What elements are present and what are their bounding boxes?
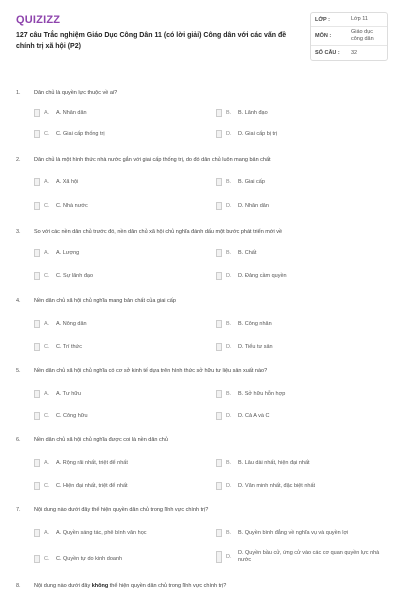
option-text: B. Sở hữu hỗn hợp <box>238 390 286 397</box>
question-header <box>16 298 386 304</box>
option-text: A. Nông dân <box>56 320 87 327</box>
option-c[interactable] <box>34 130 202 138</box>
option-box <box>216 320 222 328</box>
option-box <box>34 249 40 257</box>
question-number: 4. <box>16 298 21 304</box>
option-letter: B. <box>226 179 232 185</box>
question-header <box>16 368 386 374</box>
option-c[interactable] <box>34 272 202 280</box>
option-box <box>216 459 222 467</box>
option-d[interactable] <box>216 550 384 564</box>
option-box <box>34 109 40 117</box>
option-a[interactable] <box>34 459 202 467</box>
option-letter: D. <box>226 554 232 560</box>
option-box <box>216 412 222 420</box>
option-b[interactable] <box>216 178 384 186</box>
option-text: B. Công nhân <box>238 320 272 327</box>
option-a[interactable] <box>34 529 202 537</box>
option-text: B. Lãnh đạo <box>238 109 268 116</box>
option-box <box>216 529 222 537</box>
option-d[interactable] <box>216 130 384 138</box>
option-letter: B. <box>226 321 232 327</box>
question-1 <box>16 90 386 96</box>
option-c[interactable] <box>34 555 202 563</box>
info-value: Lớp 11 <box>351 16 368 22</box>
option-letter: A. <box>44 179 50 185</box>
option-text: C. Giai cấp thống trị <box>56 130 105 137</box>
info-row-count <box>311 46 387 60</box>
option-letter: B. <box>226 250 232 256</box>
option-letter: D. <box>226 483 232 489</box>
option-box <box>216 482 222 490</box>
option-letter: D. <box>226 273 232 279</box>
document-header <box>0 0 400 80</box>
option-box <box>216 551 222 563</box>
option-text: B. Chất <box>238 249 257 256</box>
option-b[interactable] <box>216 529 384 537</box>
option-text: B. Lâu dài nhất, hiện đại nhất <box>238 459 310 466</box>
question-7 <box>16 507 386 513</box>
option-b[interactable] <box>216 249 384 257</box>
option-box <box>34 555 40 563</box>
option-letter: D. <box>226 413 232 419</box>
question-header <box>16 583 386 589</box>
option-box <box>216 272 222 280</box>
option-b[interactable] <box>216 390 384 398</box>
question-header <box>16 507 386 513</box>
question-number: 8. <box>16 583 21 589</box>
option-box <box>34 412 40 420</box>
info-row-subject <box>311 27 387 46</box>
option-letter: A. <box>44 110 50 116</box>
question-text: Nền dân chủ xã hội chủ nghĩa mang bản chất của giai cấp <box>34 298 176 304</box>
option-letter: A. <box>44 321 50 327</box>
option-d[interactable] <box>216 482 384 490</box>
quizizz-logo: QUIZIZZ <box>16 14 61 26</box>
option-letter: A. <box>44 530 50 536</box>
option-text: C. Hiện đại nhất, triệt để nhất <box>56 482 128 489</box>
option-a[interactable] <box>34 178 202 186</box>
option-letter: C. <box>44 483 50 489</box>
question-4 <box>16 298 386 304</box>
option-text: D. Nhân dân <box>238 202 269 209</box>
option-text: A. Rộng rãi nhất, triệt để nhất <box>56 459 128 466</box>
option-d[interactable] <box>216 272 384 280</box>
info-value: 32 <box>351 49 358 56</box>
option-text: A. Quyền sáng tác, phê bình văn học <box>56 529 147 536</box>
option-b[interactable] <box>216 109 384 117</box>
info-value: Giáo dục công dân <box>351 29 374 42</box>
option-d[interactable] <box>216 343 384 351</box>
question-3 <box>16 229 386 235</box>
option-d[interactable] <box>216 412 384 420</box>
option-a[interactable] <box>34 249 202 257</box>
option-letter: B. <box>226 530 232 536</box>
option-letter: B. <box>226 391 232 397</box>
option-d[interactable] <box>216 202 384 210</box>
option-a[interactable] <box>34 109 202 117</box>
option-text: D. Đảng cầm quyền <box>238 272 287 279</box>
option-box <box>216 343 222 351</box>
option-box <box>34 202 40 210</box>
option-letter: A. <box>44 391 50 397</box>
question-number: 6. <box>16 437 21 443</box>
option-text: D. Tiểu tư sản <box>238 343 273 350</box>
question-2 <box>16 157 386 163</box>
question-header <box>16 437 386 443</box>
option-letter: D. <box>226 131 232 137</box>
question-text: Dân chủ là quyền lực thuộc về ai? <box>34 90 118 96</box>
option-box <box>34 482 40 490</box>
question-text: Nền dân chủ xã hội chủ nghĩa được coi là nền dân chủ <box>34 437 168 443</box>
option-box <box>34 178 40 186</box>
option-box <box>34 130 40 138</box>
option-text: D. Văn minh nhất, đặc biệt nhất <box>238 482 316 489</box>
option-b[interactable] <box>216 320 384 328</box>
page-title: 127 câu Trắc nghiệm Giáo Dục Công Dân 11 (có lời giải) Công dân với các vấn đề chính trị xã hội (P2) <box>16 32 287 50</box>
option-a[interactable] <box>34 320 202 328</box>
option-letter: B. <box>226 460 232 466</box>
question-text: So với các nền dân chủ trước đó, nền dân chủ xã hội chủ nghĩa đánh dấu một bước phát triển mới về <box>34 229 283 235</box>
option-box <box>216 130 222 138</box>
question-header <box>16 90 386 96</box>
question-text-pre: Nội dung nào dưới đây <box>34 583 92 589</box>
option-letter: C. <box>44 556 50 562</box>
question-number: 1. <box>16 90 21 96</box>
option-letter: C. <box>44 203 50 209</box>
option-text: A. Lượng <box>56 249 80 256</box>
info-label: SỐ CÂU : <box>315 50 340 56</box>
question-6 <box>16 437 386 443</box>
question-header <box>16 157 386 163</box>
question-header <box>16 229 386 235</box>
option-c[interactable] <box>34 412 202 420</box>
option-box <box>34 343 40 351</box>
option-box <box>34 529 40 537</box>
option-box <box>216 390 222 398</box>
option-letter: D. <box>226 203 232 209</box>
option-box <box>34 272 40 280</box>
question-number: 7. <box>16 507 21 513</box>
option-text: A. Xã hội <box>56 178 79 185</box>
option-text: D. Cả A và C <box>238 412 270 419</box>
question-text: Nền dân chủ xã hội chủ nghĩa có cơ sở kinh tế dựa trên hình thức sở hữu tư liệu sản xuất nào? <box>34 368 268 374</box>
option-letter: C. <box>44 273 50 279</box>
option-letter: C. <box>44 344 50 350</box>
option-text: A. Tư hữu <box>56 390 81 397</box>
question-number: 5. <box>16 368 21 374</box>
option-text: D. Quyền bầu cử, ứng cử vào các cơ quan quyền lực nhà nước <box>238 550 380 563</box>
option-text: D. Giai cấp bị trị <box>238 130 278 137</box>
option-c[interactable] <box>34 343 202 351</box>
option-text: C. Trí thức <box>56 343 82 350</box>
question-text: Nội dung nào dưới đây thể hiện quyền dân chủ trong lĩnh vực chính trị? <box>34 507 209 513</box>
option-box <box>216 178 222 186</box>
question-number: 3. <box>16 229 21 235</box>
option-text: C. Quyền tự do kinh doanh <box>56 555 123 562</box>
option-letter: C. <box>44 131 50 137</box>
option-letter: B. <box>226 110 232 116</box>
option-box <box>216 202 222 210</box>
question-number: 2. <box>16 157 21 163</box>
option-box <box>216 109 222 117</box>
option-b[interactable] <box>216 459 384 467</box>
option-text: A. Nhân dân <box>56 109 87 116</box>
option-box <box>216 249 222 257</box>
option-box <box>34 390 40 398</box>
option-box <box>34 320 40 328</box>
option-text: C. Nhà nước <box>56 202 88 209</box>
option-letter: A. <box>44 250 50 256</box>
option-text: C. Công hữu <box>56 412 88 419</box>
question-text-emphasis: không <box>91 583 109 589</box>
question-text: Dân chủ là một hình thức nhà nước gắn với giai cấp thống trị, do đó dân chủ luôn mang bản chất <box>34 157 271 163</box>
question-8 <box>16 583 386 589</box>
option-a[interactable] <box>34 390 202 398</box>
question-text <box>34 583 386 589</box>
question-text-post: thể hiện quyền dân chủ trong lĩnh vực chính trị? <box>108 583 227 589</box>
option-c[interactable] <box>34 482 202 490</box>
option-box <box>34 459 40 467</box>
option-c[interactable] <box>34 202 202 210</box>
option-text: B. Giai cấp <box>238 178 265 185</box>
info-label: MÔN : <box>315 33 332 39</box>
option-text: C. Sự lãnh đạo <box>56 272 94 279</box>
option-text: B. Quyền bình đẳng về nghĩa vụ và quyền lợi <box>238 529 349 536</box>
info-label: LỚP : <box>315 16 330 23</box>
option-letter: C. <box>44 413 50 419</box>
question-5 <box>16 368 386 374</box>
option-letter: D. <box>226 344 232 350</box>
option-letter: A. <box>44 460 50 466</box>
info-row-class <box>311 13 387 27</box>
info-box <box>310 12 388 61</box>
